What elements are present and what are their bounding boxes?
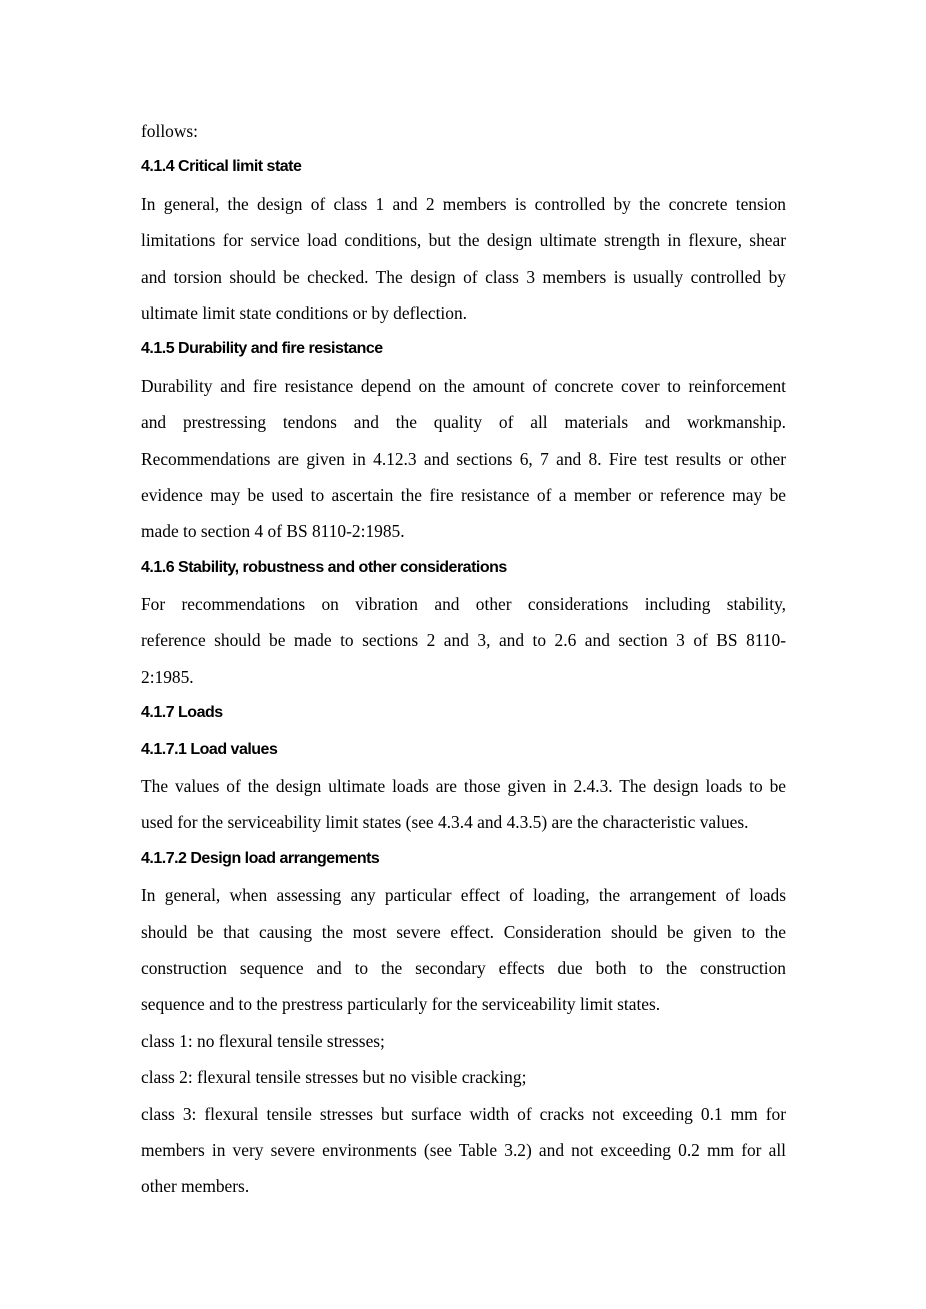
text-line: Durability and fire resistance depend on the amount of concrete cover to reinforcement xyxy=(141,375,786,396)
text-line: 2:1985. xyxy=(141,666,194,687)
text-line: The values of the design ultimate loads are those given in 2.4.3. The design loads to be xyxy=(141,776,786,797)
paragraph xyxy=(141,877,786,1023)
text-line: In general, when assessing any particular effect of loading, the arrangement of loads xyxy=(141,885,786,906)
paragraph xyxy=(141,1096,786,1205)
document-page xyxy=(141,113,786,1205)
section-heading: 4.1.7.1 Load values xyxy=(141,740,278,758)
text-line: used for the serviceability limit states (see 4.3.4 and 4.3.5) are the characteristic values. xyxy=(141,812,749,833)
text-line: For recommendations on vibration and other considerations including stability, xyxy=(141,594,786,615)
text-line: and torsion should be checked. The design of class 3 members is usually controlled by xyxy=(141,266,786,287)
text-line: In general, the design of class 1 and 2 members is controlled by the concrete tension xyxy=(141,193,786,214)
text-line: Recommendations are given in 4.12.3 and sections 6, 7 and 8. Fire test results or other xyxy=(141,448,786,469)
text-line: class 3: flexural tensile stresses but surface width of cracks not exceeding 0.1 mm for xyxy=(141,1103,786,1124)
text-line: follows: xyxy=(141,121,199,141)
text-line: construction sequence and to the secondary effects due both to the construction xyxy=(141,957,786,978)
paragraph xyxy=(141,1023,786,1059)
text-line: made to section 4 of BS 8110-2:1985. xyxy=(141,521,405,542)
text-line: limitations for service load conditions, but the design ultimate strength in flexure, shear xyxy=(141,230,786,251)
section-heading: 4.1.4 Critical limit state xyxy=(141,158,302,176)
section-heading: 4.1.5 Durability and fire resistance xyxy=(141,340,383,358)
text-line: ultimate limit state conditions or by deflection. xyxy=(141,302,468,323)
text-line: reference should be made to sections 2 and 3, and to 2.6 and section 3 of BS 8110- xyxy=(141,630,786,651)
text-line: members in very severe environments (see Table 3.2) and not exceeding 0.2 mm for all xyxy=(141,1139,786,1160)
paragraph xyxy=(141,586,786,695)
text-line: other members. xyxy=(141,1176,250,1197)
paragraph xyxy=(141,768,786,841)
text-line: class 1: no flexural tensile stresses; xyxy=(141,1030,385,1051)
paragraph xyxy=(141,113,786,149)
section-heading: 4.1.7 Loads xyxy=(141,704,223,722)
text-line: class 2: flexural tensile stresses but no visible cracking; xyxy=(141,1067,527,1088)
text-line: sequence and to the prestress particularly for the serviceability limit states. xyxy=(141,994,661,1015)
section-heading: 4.1.7.2 Design load arrangements xyxy=(141,849,380,867)
paragraph xyxy=(141,1059,786,1095)
paragraph xyxy=(141,368,786,550)
paragraph xyxy=(141,186,786,332)
section-heading: 4.1.6 Stability, robustness and other considerations xyxy=(141,558,507,576)
text-line: evidence may be used to ascertain the fire resistance of a member or reference may be xyxy=(141,484,786,505)
text-line: and prestressing tendons and the quality of all materials and workmanship. xyxy=(141,412,786,433)
text-line: should be that causing the most severe effect. Consideration should be given to the xyxy=(141,921,786,942)
